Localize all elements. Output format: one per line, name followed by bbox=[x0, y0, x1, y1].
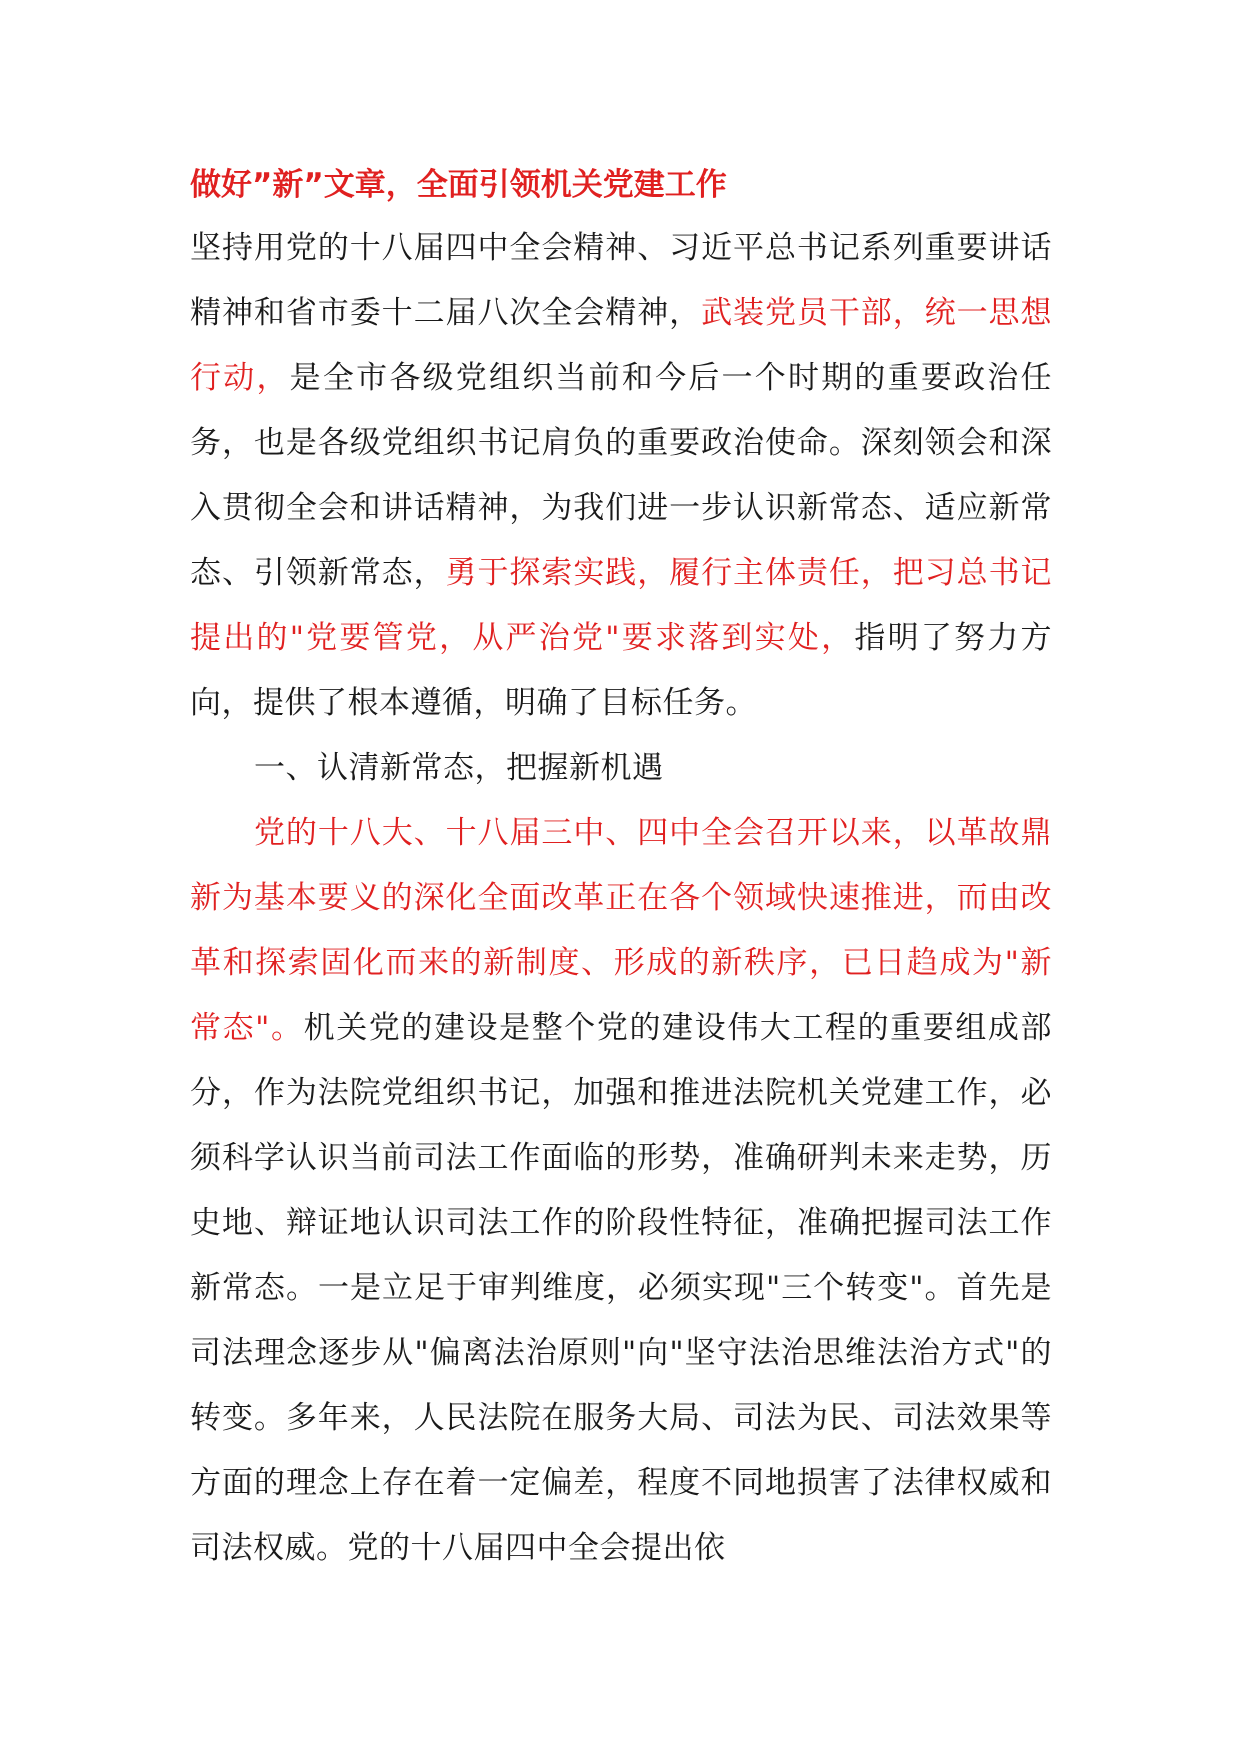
document-page bbox=[190, 160, 1052, 1581]
paragraph-section-1-highlight: 党的十八大、十八届三中、四中全会召开以来，以革故鼎新为基本要义的深化全面改革正在各个领域快速推进，而由改革和探索固化而来的新制度、形成的新秩序，已日趋成为"新常态"。 bbox=[190, 815, 1052, 1046]
paragraph-intro bbox=[190, 216, 1052, 736]
paragraph-section-1-text: 机关党的建设是整个党的建设伟大工程的重要组成部分，作为法院党组织书记，加强和推进法院机关党建工作，必须科学认识当前司法工作面临的形势，准确研判未来走势，历史地、辩证地认识司法工作的阶段性特征，准确把握司法工作新常态。一是立足于审判维度，必须实现"三个转变"。首先是司法理念逐步从"偏离法治原则"向"坚守法治思维法治方式"的转变。多年来，人民法院在服务大局、司法为民、司法效果等方面的理念上存在着一定偏差，程度不同地损害了法律权威和司法权威。党的十八届四中全会提出依 bbox=[190, 1010, 1052, 1566]
paragraph-intro-text-1: 坚持用党的十八届四中全会精神、习近平总书记系列重要讲话精神和省市委十二届八次全会精神， bbox=[190, 230, 1052, 331]
paragraph-intro-text-3: 指明了努力方向，提供了根本遵循，明确了目标任务。 bbox=[190, 620, 1053, 721]
document-title: 做好”新”文章，全面引领机关党建工作 bbox=[190, 167, 727, 203]
paragraph-section-1 bbox=[190, 801, 1052, 1581]
section-heading-1: 一、认清新常态，把握新机遇 bbox=[254, 750, 664, 786]
paragraph-intro-highlight-1: 武装党员干部，统一思想行动， bbox=[190, 295, 1053, 396]
paragraph-intro-text-2: 是全市各级党组织当前和今后一个时期的重要政治任务，也是各级党组织书记肩负的重要政治使命。深刻领会和深入贯彻全会和讲话精神，为我们进一步认识新常态、适应新常态、引领新常态， bbox=[190, 360, 1053, 591]
paragraph-intro-highlight-2: 勇于探索实践，履行主体责任，把习总书记提出的"党要管党，从严治党"要求落到实处， bbox=[190, 555, 1053, 656]
